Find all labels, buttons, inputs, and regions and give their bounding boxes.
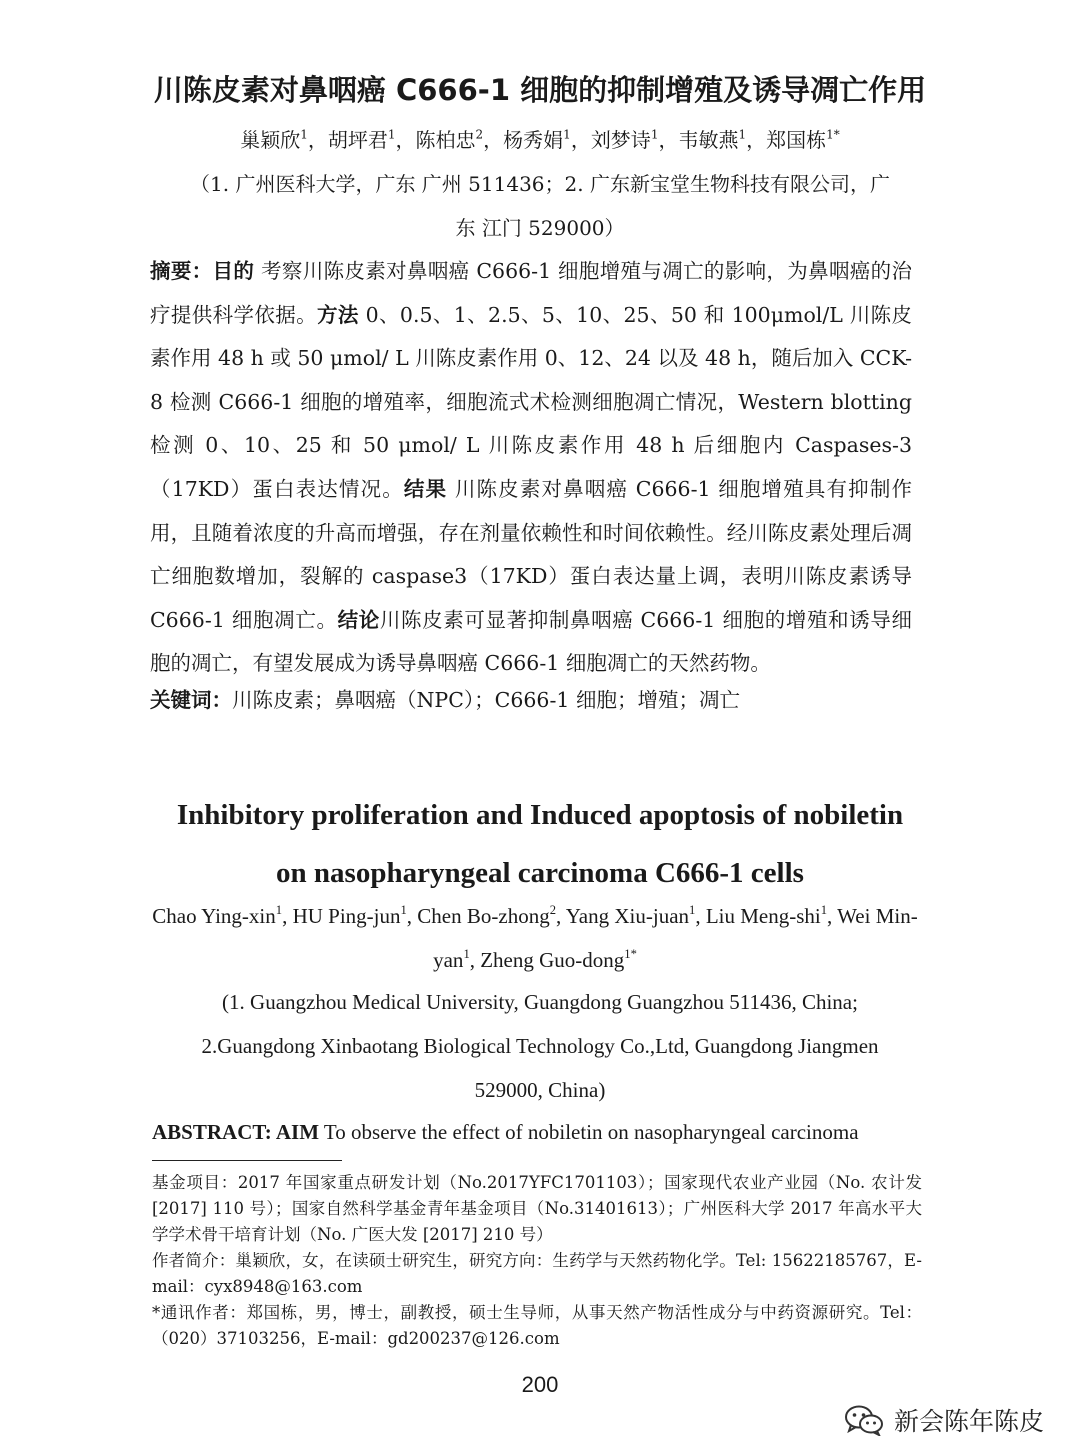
author xyxy=(328,128,396,152)
author-affiliation-mark: 1 xyxy=(820,903,828,918)
author-name: Yang Xiu-juan xyxy=(565,904,690,928)
english-affiliations xyxy=(120,980,960,1112)
author-affiliation-mark: 1 xyxy=(738,127,747,142)
footnote-author-intro: 作者简介：巢颖欣，女，在读硕士研究生，研究方向：生药学与天然药物化学。Tel: 15622185767，E-mail：cyx8948@163.com xyxy=(152,1251,922,1296)
footnote-divider xyxy=(152,1160,342,1161)
results-label: 结果 xyxy=(403,476,448,501)
english-author-list: Chao Ying-xin$^1$, HU Ping-jun$^1$, Chen Bo-zhong$^2$, Yang Xiu-juan$^1$, Liu Meng-shi$^1$, Wei Min-yan$^1$, Zheng Guo-dong$^{1*}$ xyxy=(152,903,918,972)
footnotes xyxy=(152,1170,922,1352)
author-affiliation-mark: 2 xyxy=(475,127,484,142)
author xyxy=(293,904,407,928)
english-abstract-text: To observe the effect of nobiletin on nasopharyngeal carcinoma xyxy=(319,1120,859,1144)
watermark-text: 新会陈年陈皮 xyxy=(893,1407,1044,1436)
conclusion-text: 川陈皮素可显著抑制鼻咽癌 C666-1 细胞的增殖和诱导细胞的凋亡，有望发展成为诱导鼻咽癌 C666-1 细胞凋亡的天然药物。 xyxy=(150,607,912,676)
chinese-title: 川陈皮素对鼻咽癌 C666-1 细胞的抑制增殖及诱导凋亡作用 xyxy=(153,73,927,107)
author xyxy=(591,128,659,152)
abstract-label: 摘要： xyxy=(150,259,213,283)
aim-text: 考察川陈皮素对鼻咽癌 C666-1 细胞增殖与凋亡的影响，为鼻咽癌的治疗提供科学依据。 xyxy=(150,259,912,327)
author-affiliation-mark: 1 xyxy=(650,127,659,142)
author-affiliation-mark: 1 xyxy=(689,903,696,918)
author-name: 韦敏燕 xyxy=(678,128,739,152)
author-name: 杨秀娟 xyxy=(503,128,564,152)
author-affiliation-mark: 1 xyxy=(400,903,407,918)
english-affiliation-line: 529000, China) xyxy=(474,1078,606,1102)
methods-text: 0、0.5、1、2.5、5、10、25、50 和 100μmol/L 川陈皮素作用 48 h 或 50 μmol/ L 川陈皮素作用 0、12、24 以及 48 h，随后加入 CCK-8 检测 C666-1 细胞的增殖率，细胞流式术检测细胞凋亡情况，Western blotting 检测 0、10、25 和 50 μmol/ L 川陈皮素作用 48 h 后细胞内 Caspases-3（17KD）蛋白表达情况。 xyxy=(150,302,913,501)
author-name: Chao Ying-xin xyxy=(152,904,276,928)
english-title-line: on nasopharyngeal carcinoma C666-1 cells xyxy=(276,857,804,889)
author-affiliation-mark: 1* xyxy=(826,127,840,142)
author xyxy=(416,128,484,152)
author-affiliation-mark: 1* xyxy=(624,947,637,962)
footnote-funding: 基金项目：2017 年国家重点研发计划（No.2017YFC1701103）；国家现代农业产业园（No. 农计发 [2017] 110 号）；国家自然科学基金青年基金项目（No.31401613）；广州医科大学 2017 年高水平大学学术骨干培育计划（No. 广医大发 [2017] 210 号） xyxy=(152,1173,922,1244)
author-affiliation-mark: 1 xyxy=(275,903,283,918)
author-affiliation-mark: 1 xyxy=(300,127,308,142)
chinese-affiliation-line: （1. 广州医科大学，广东 广州 511436；2. 广东新宝堂生物科技有限公司，广 xyxy=(190,172,890,196)
author-name: 刘梦诗 xyxy=(590,128,651,152)
author xyxy=(480,948,637,972)
author-affiliation-mark: 1 xyxy=(387,127,396,142)
results-text: 川陈皮素对鼻咽癌 C666-1 细胞增殖具有抑制作用，且随着浓度的升高而增强，存在剂量依赖性和时间依赖性。经川陈皮素处理后凋亡细胞数增加，裂解的 caspase3（17KD）蛋白表达量上调，表明川陈皮素诱导 C666-1 细胞凋亡。 xyxy=(150,476,912,632)
author-affiliation-mark: 2 xyxy=(549,903,556,918)
author-name: Zheng Guo-dong xyxy=(480,948,625,972)
author xyxy=(678,128,746,152)
author-name: 巢颖欣 xyxy=(240,128,301,152)
author-name: 郑国栋 xyxy=(766,128,827,152)
english-title xyxy=(60,786,1020,902)
watermark xyxy=(844,1395,1044,1445)
author xyxy=(503,128,571,152)
author xyxy=(240,128,308,152)
author xyxy=(706,904,827,928)
wechat-icon xyxy=(844,1404,884,1436)
chinese-author-list: 巢颖欣$^1$，胡坪君$^1$，陈柏忠$^2$，杨秀娟$^1$，刘梦诗$^1$，韦敏燕$^1$，郑国栋$^{1*}$ xyxy=(240,127,840,152)
chinese-keywords xyxy=(150,680,920,720)
english-abstract xyxy=(152,1112,922,1152)
methods-label: 方法 xyxy=(316,302,359,327)
chinese-affiliation-line: 东 江门 529000） xyxy=(455,216,625,240)
aim-label: 目的 xyxy=(212,259,255,283)
author-affiliation-mark: 1 xyxy=(463,947,470,962)
author xyxy=(566,904,696,928)
author xyxy=(417,904,556,928)
conclusion-label: 结论 xyxy=(337,607,380,632)
page-number: 200 xyxy=(521,1372,559,1397)
keywords-label: 关键词： xyxy=(150,688,232,712)
author-name: Liu Meng-shi xyxy=(705,904,821,928)
chinese-affiliations xyxy=(150,162,930,250)
keywords-text: 川陈皮素；鼻咽癌（NPC）；C666-1 细胞；增殖；凋亡 xyxy=(232,688,740,712)
footnote-corresponding: *通讯作者：郑国栋，男，博士，副教授，硕士生导师，从事天然产物活性成分与中药资源研究。Tel：（020）37103256，E-mail：gd200237@126.com xyxy=(152,1303,922,1348)
author-affiliation-mark: 1 xyxy=(563,127,571,142)
author xyxy=(766,128,840,152)
english-abstract-label: ABSTRACT: AIM xyxy=(152,1120,320,1144)
author xyxy=(152,904,282,928)
author-name: Wei Min-yan xyxy=(433,904,918,972)
author-name: 陈柏忠 xyxy=(415,128,476,152)
english-title-line: Inhibitory proliferation and Induced apoptosis of nobiletin xyxy=(176,799,904,831)
author-name: HU Ping-jun xyxy=(292,904,401,928)
english-affiliation-line: (1. Guangzhou Medical University, Guangdong Guangzhou 511436, China; xyxy=(222,990,858,1014)
chinese-abstract xyxy=(150,250,912,686)
author-name: 胡坪君 xyxy=(327,128,388,152)
author-name: Chen Bo-zhong xyxy=(417,904,550,928)
english-affiliation-line: 2.Guangdong Xinbaotang Biological Technology Co.,Ltd, Guangdong Jiangmen xyxy=(201,1034,879,1058)
